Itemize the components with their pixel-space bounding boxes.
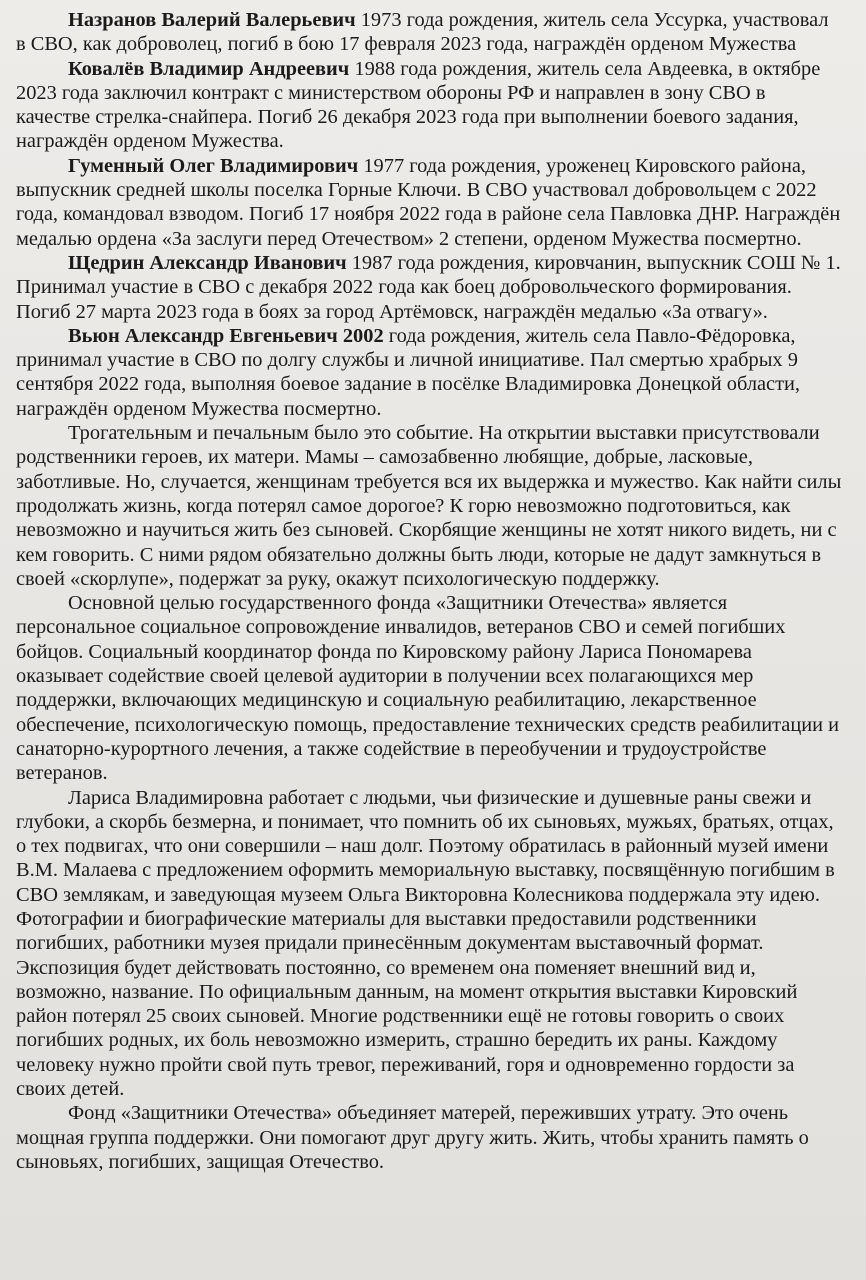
- person-name: Щедрин Александр Иванович: [68, 251, 347, 274]
- paragraph-text: 1987 года рождения, кировчанин, выпускник СОШ № 1. Принимал участие в СВО с декабря 2022 года как боец добровольческого формирования. Погиб 27 марта 2023 года в боях за город Артёмовск, награждён медалью «За отвагу».: [16, 251, 841, 323]
- paragraph-text: Фонд «Защитники Отечества» объединяет матерей, переживших утрату. Это очень мощная группа поддержки. Они помогают друг другу жить. Жить, чтобы хранить память о сыновьях, погибших, защищая Отечество.: [16, 1102, 809, 1173]
- paragraph-kovalev: [16, 57, 842, 154]
- paragraph-nazranov: [16, 8, 842, 57]
- paragraph-gumenny: [16, 154, 842, 251]
- paragraph-text: года рождения, житель села Павло-Фёдоровка, принимал участие в СВО по долгу службы и личной инициативе. Пал смертью храбрых 9 сентября 2022 года, выполняя боевое задание в посёлке Владимировка Донецкой области, награждён орденом Мужества посмертно.: [16, 324, 801, 420]
- paragraph-shchedrin: [16, 251, 842, 324]
- paragraph-text: 1977 года рождения, уроженец Кировского района, выпускник средней школы поселка Горные Ключи. В СВО участвовал добровольцем с 2022 года, командовал взводом. Погиб 17 ноября 2022 года в районе села Павловка ДНР. Награждён медалью ордена «За заслуги перед Отечеством» 2 степени, орденом Мужества посмертно.: [16, 154, 841, 250]
- person-name: Вьюн Александр Евгеньевич 2002: [68, 324, 384, 347]
- paragraph-exhibition: [16, 786, 842, 1102]
- paragraph-text: Основной целью государственного фонда «Защитники Отечества» является персональное социальное сопровождение инвалидов, ветеранов СВО и семей погибших бойцов. Социальный координатор фонда по Кировскому району Лариса Пономарева оказывает содействие своей целевой аудитории в получении всех полагающихся мер поддержки, включающих медицинскую и социальную реабилитацию, лекарственное обеспечение, психологическую помощь, предоставление технических средств реабилитации и санаторно-курортного лечения, а также содействие в переобучении и трудоустройстве ветеранов.: [16, 592, 840, 785]
- paragraph-vyun: [16, 324, 842, 421]
- paragraph-text: Трогательным и печальным было это событие. На открытии выставки присутствовали родственники героев, их матери. Мамы – самозабвенно любящие, добрые, ласковые, заботливые. Но, случается, женщинам требуется вся их выдержка и мужество. Как найти силы продолжать жизнь, когда потерял самое дорогое? К горю невозможно подготовиться, как невозможно и научиться жить без сыновей. Скорбящие женщины не хотят никого видеть, ни с кем говорить. С ними рядом обязательно должны быть люди, которые не дадут замкнуться в своей «скорлупе», подержат за руку, окажут психологическую поддержку.: [16, 422, 842, 590]
- paragraph-support-group: [16, 1101, 842, 1174]
- paragraph-text: Лариса Владимировна работает с людьми, чьи физические и душевные раны свежи и глубоки, а скорбь безмерна, и понимает, что помнить об их сыновьях, мужьях, братьях, отцах, о тех подвигах, что они совершили – наш долг. Поэтому обратилась в районный музей имени В.М. Малаева с предложением оформить мемориальную выставку, посвящённую погибшим в СВО землякам, и заведующая музеем Ольга Викторовна Колесникова поддержала эту идею. Фотографии и биографические материалы для выставки предоставили родственники погибших, работники музея придали принесённым документам выставочный формат. Экспозиция будет действовать постоянно, со временем она поменяет внешний вид и, возможно, название. По официальным данным, на момент открытия выставки Кировский район потерял 25 своих сыновей. Многие родственники ещё не готовы говорить о своих погибших родных, их боль невозможно измерить, страшно бередить их раны. Каждому человеку нужно пройти свой путь тревог, переживаний, горя и одновременно гордости за своих детей.: [16, 786, 835, 1101]
- paragraph-event: [16, 421, 842, 591]
- paragraph-text: 1988 года рождения, житель села Авдеевка, в октябре 2023 года заключил контракт с министерством обороны РФ и направлен в зону СВО в качестве стрелка-снайпера. Погиб 26 декабря 2023 года при выполнении боевого задания, награждён орденом Мужества.: [16, 57, 821, 153]
- person-name: Назранов Валерий Валерьевич: [68, 9, 356, 31]
- person-name: Ковалёв Владимир Андреевич: [68, 57, 350, 80]
- paragraph-fund-goal: [16, 591, 842, 785]
- paragraph-text: 1973 года рождения, житель села Уссурка, участвовал в СВО, как доброволец, погиб в бою 17 февраля 2023 года, награждён орденом Мужества: [16, 9, 829, 56]
- person-name: Гуменный Олег Владимирович: [68, 154, 359, 177]
